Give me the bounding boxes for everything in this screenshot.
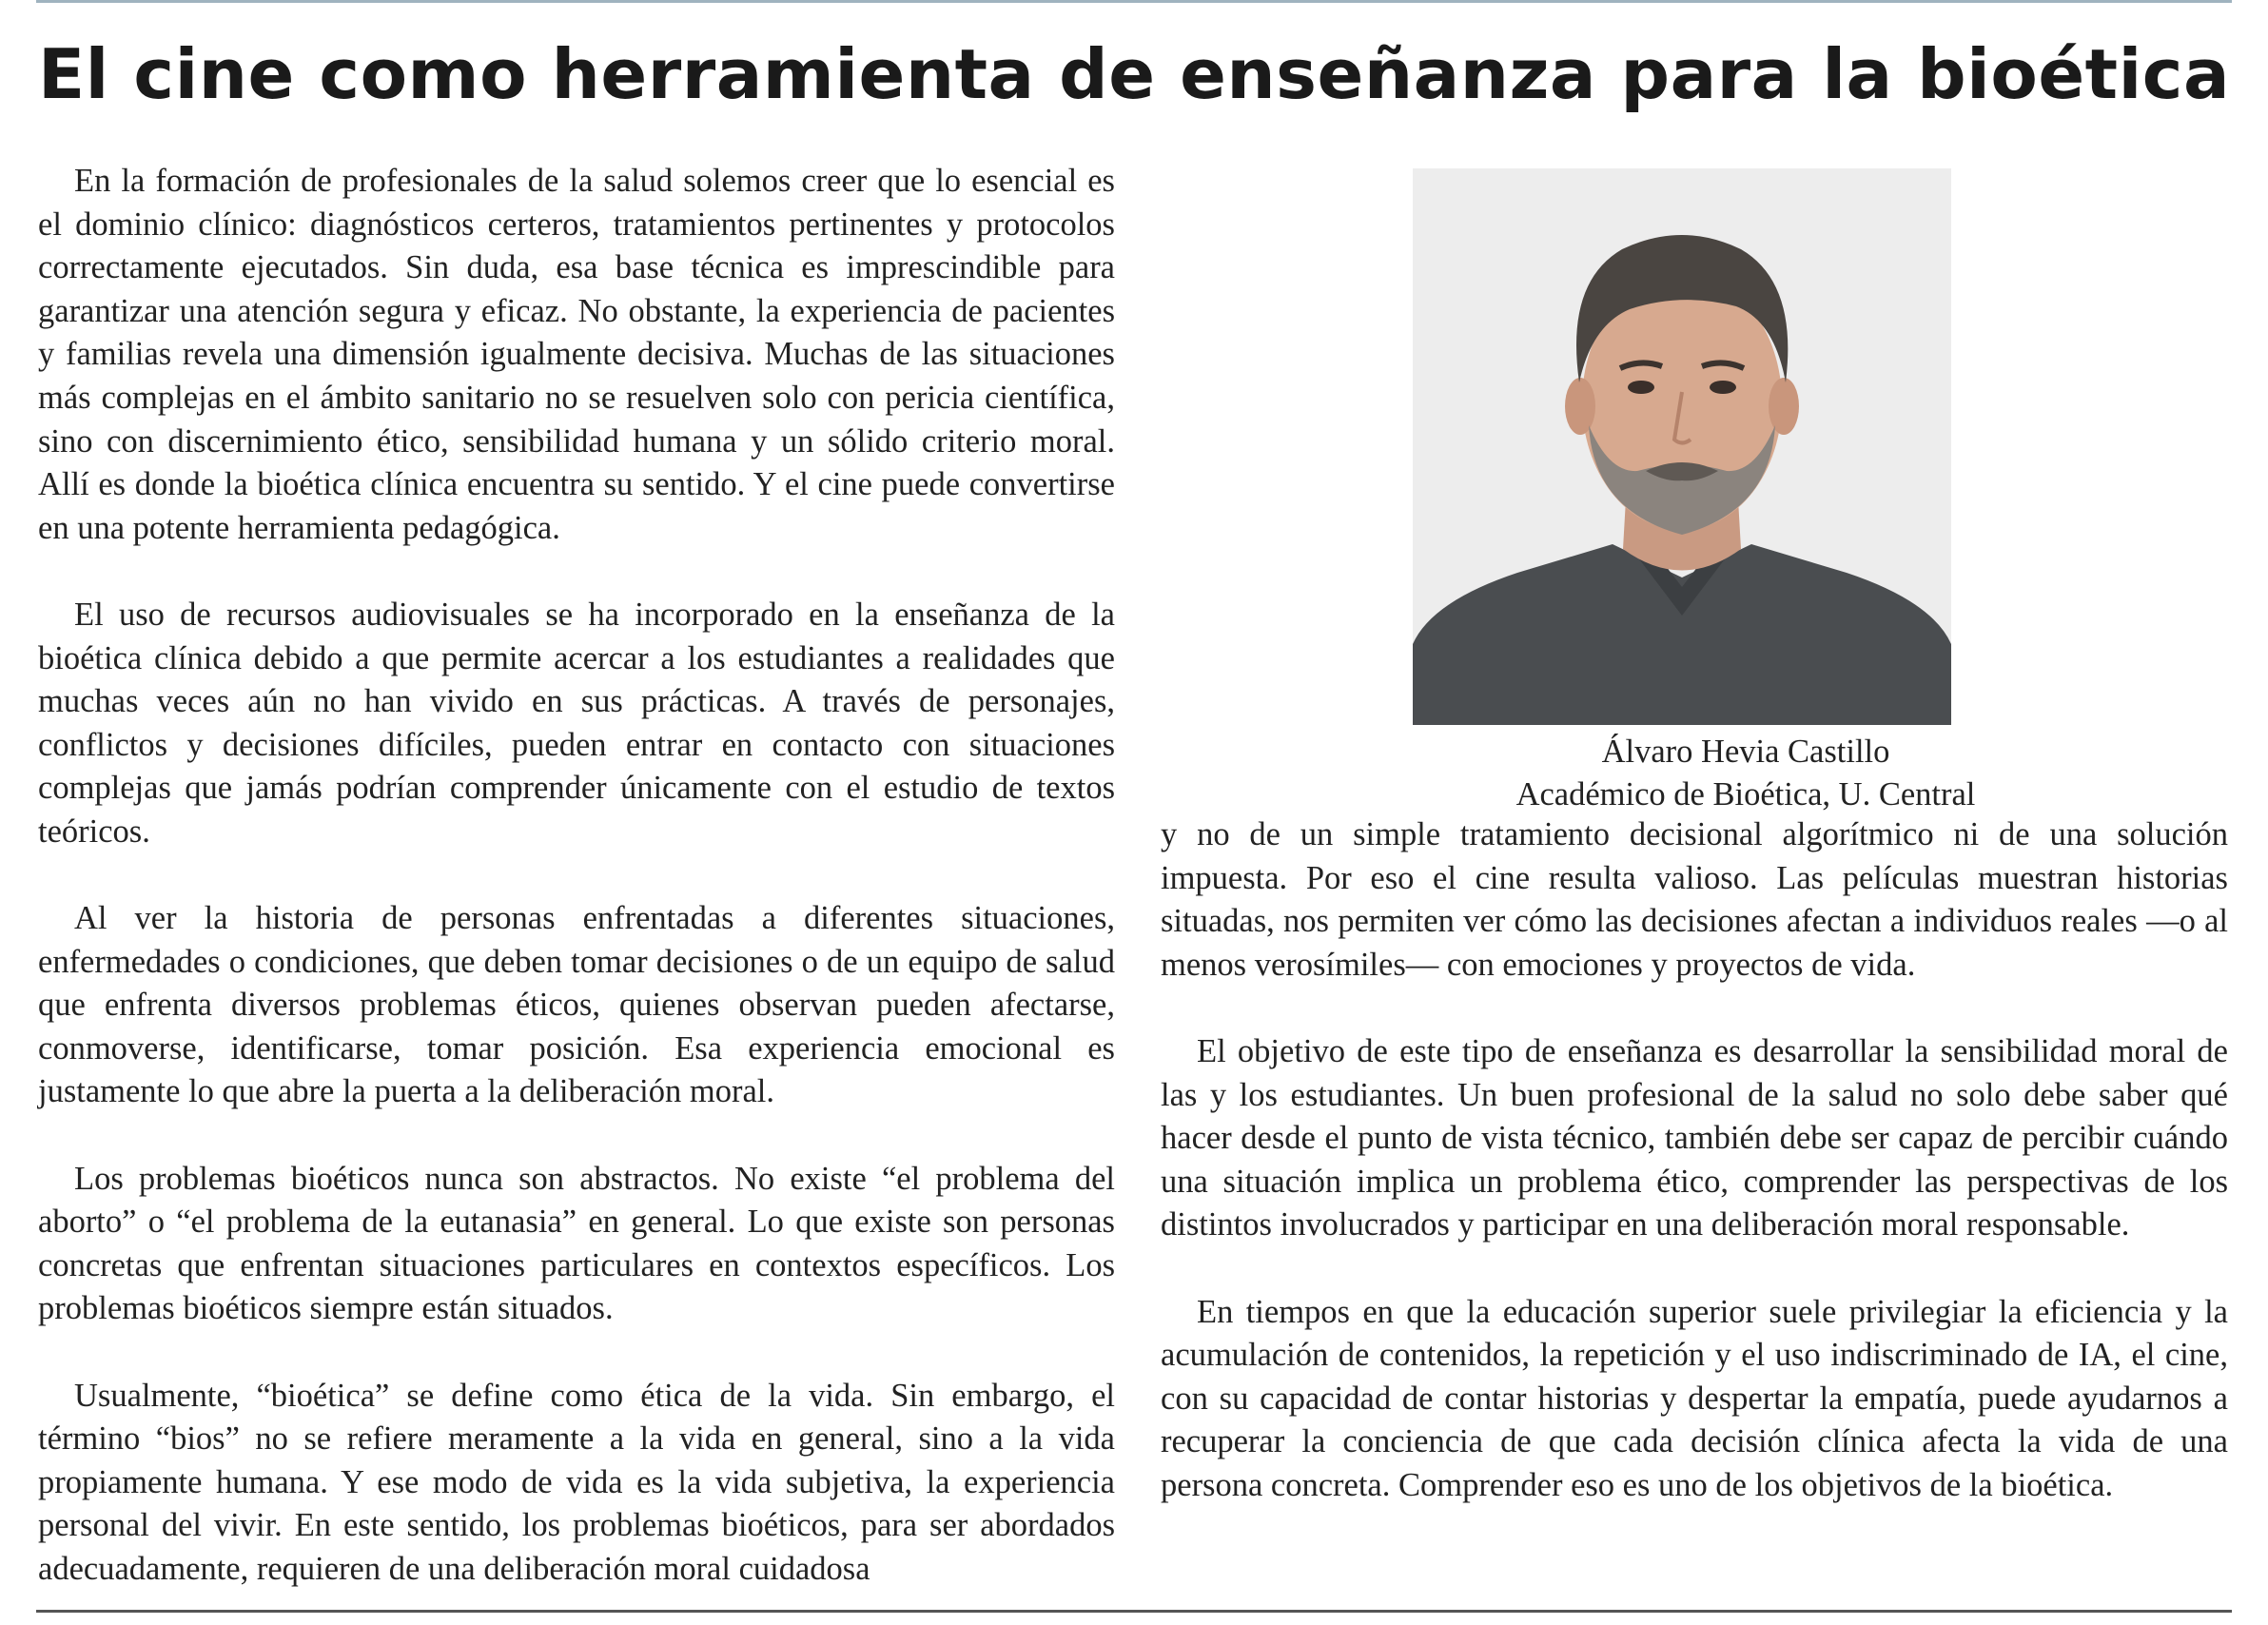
top-rule [36, 0, 2232, 3]
paragraph: El objetivo de este tipo de enseñanza es desarrollar la sensibilidad moral de las y los estudiantes. Un buen profesional de la salud no solo debe saber qué hacer desde el punto de vista técnico, también debe ser capaz de percibir cuándo una situación implica un problema ético, comprender las perspectivas de los distintos involucrados y participar en una deliberación moral responsable. [1161, 1032, 2228, 1243]
paragraph: En la formación de profesionales de la salud solemos creer que lo esencial es el dominio clínico: diagnósticos certeros, tratamientos pertinentes y protocolos correctamente ejecutados. Sin duda, esa base técnica es imprescindible para garantizar una atención segura y eficaz. No obstante, la experiencia de pacientes y familias revela una dimensión igualmente decisiva. Muchas de las situaciones más complejas en el ámbito sanitario no se resuelven solo con pericia científica, sino con discernimiento ético, sensibilidad humana y un sólido criterio moral. Allí es donde la bioética clínica encuentra su sentido. Y el cine puede convertirse en una potente herramienta pedagógica. [38, 163, 1115, 546]
paragraph: El uso de recursos audiovisuales se ha incorporado en la enseñanza de la bioética clínica debido a que permite acercar a los estudiantes a realidades que muchas veces aún no han vivido en sus prácticas. A través de personajes, conflictos y decisiones difíciles, pueden entrar en contacto con situaciones complejas que jamás podrían comprender únicamente con el estudio de textos teóricos. [38, 596, 1115, 850]
author-photo [1413, 168, 1951, 725]
article-title: El cine como herramienta de enseñanza para la bioética [37, 34, 2231, 114]
photo-caption [1413, 731, 2079, 816]
paragraph: Los problemas bioéticos nunca son abstractos. No existe “el problema del aborto” o “el problema de la eutanasia” en general. Lo que existe son personas concretas que enfrentan situaciones particulares en contextos específicos. Los problemas bioéticos siempre están situados. [38, 1160, 1115, 1327]
paragraph: y no de un simple tratamiento decisional algorítmico ni de una solución impuesta. Por eso el cine resulta valioso. Las películas muestran historias situadas, nos permiten ver cómo las decisiones afectan a individuos reales —o al menos verosímiles— con emociones y proyectos de vida. [1161, 816, 2228, 983]
left-column [38, 160, 1115, 1592]
author-name: Álvaro Hevia Castillo [1601, 734, 1890, 770]
right-column [1161, 813, 2228, 1508]
paragraph: En tiempos en que la educación superior suele privilegiar la eficiencia y la acumulación de contenidos, la repetición y el uso indiscriminado de IA, el cine, con su capacidad de contar historias y despertar la empatía, puede ayudarnos a recuperar la conciencia de que cada decisión clínica afecta la vida de una persona concreta. Comprender eso es uno de los objetivos de la bioética. [1161, 1293, 2228, 1503]
paragraph: Usualmente, “bioética” se define como ética de la vida. Sin embargo, el término “bios” no se refiere meramente a la vida en general, sino a la vida propiamente humana. Y ese modo de vida es la vida subjetiva, la experiencia personal del vivir. En este sentido, los problemas bioéticos, para ser abordados adecuadamente, requieren de una deliberación moral cuidadosa [38, 1377, 1115, 1587]
paragraph: Al ver la historia de personas enfrentadas a diferentes situaciones, enfermedades o condiciones, que deben tomar decisiones o de un equipo de salud que enfrenta diversos problemas éticos, quienes observan pueden afectarse, conmoverse, identificarse, tomar posición. Esa experiencia emocional es justamente lo que abre la puerta a la deliberación moral. [38, 900, 1115, 1110]
bottom-rule [36, 1610, 2232, 1613]
author-affiliation: Académico de Bioética, U. Central [1515, 776, 1976, 812]
